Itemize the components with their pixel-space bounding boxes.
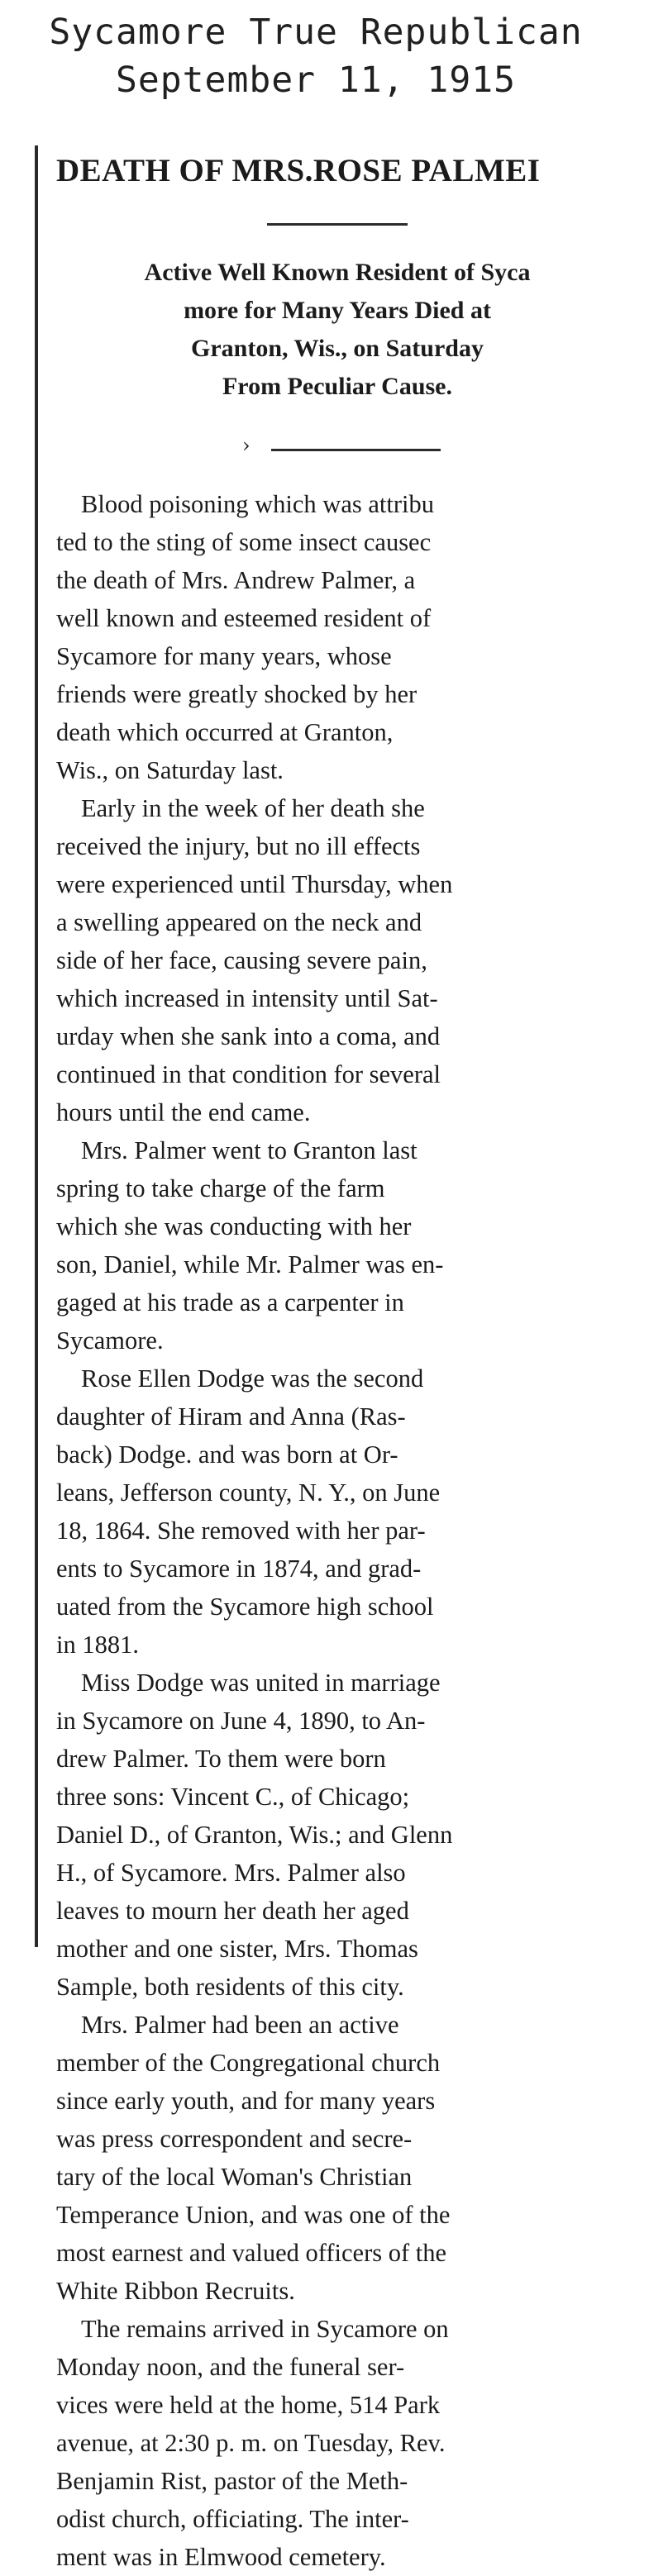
- text-line: Rose Ellen Dodge was the second: [81, 1364, 424, 1393]
- subhead-line: more for Many Years Died at: [184, 297, 491, 324]
- ornament-mark: ›: [242, 434, 250, 457]
- text-line: spring to take charge of the farm: [56, 1174, 385, 1202]
- text-line: was press correspondent and secre-: [56, 2125, 413, 2153]
- text-line: continued in that condition for several: [56, 1060, 441, 1088]
- article-column: [56, 140, 668, 2576]
- subhead-line: Active Well Known Resident of Syca: [144, 259, 531, 286]
- subhead-line: Granton, Wis., on Saturday: [191, 335, 484, 362]
- article-paragraph: [56, 1664, 668, 2006]
- article-clipping: [35, 140, 632, 2571]
- text-line: Blood poisoning which was attribu: [81, 490, 434, 518]
- text-line: in 1881.: [56, 1631, 139, 1659]
- text-line: Monday noon, and the funeral ser-: [56, 2353, 405, 2381]
- text-line: friends were greatly shocked by her: [56, 680, 418, 708]
- text-line: mother and one sister, Mrs. Thomas: [56, 1935, 418, 1963]
- text-line: Wis., on Saturday last.: [56, 756, 284, 784]
- text-line: gaged at his trade as a carpenter in: [56, 1288, 404, 1317]
- article-headline: DEATH OF MRS.ROSE PALMEI: [56, 153, 541, 188]
- article-paragraph: [56, 2006, 668, 2310]
- masthead: [0, 0, 632, 104]
- text-line: since early youth, and for many years: [56, 2087, 436, 2115]
- article-paragraph: [56, 1359, 668, 1664]
- section-divider: [242, 434, 441, 457]
- subhead-line: From Peculiar Cause.: [222, 373, 452, 400]
- article-body: [56, 485, 668, 2576]
- text-line: leans, Jefferson county, N. Y., on June: [56, 1478, 441, 1507]
- article-paragraph: [56, 1131, 668, 1359]
- text-line: son, Daniel, while Mr. Palmer was en-: [56, 1250, 444, 1278]
- text-line: received the injury, but no ill effects: [56, 832, 421, 860]
- text-line: Sample, both residents of this city.: [56, 1973, 404, 2001]
- text-line: back) Dodge. and was born at Or-: [56, 1440, 398, 1469]
- text-line: Daniel D., of Granton, Wis.; and Glenn: [56, 1821, 453, 1849]
- text-line: Sycamore for many years, whose: [56, 642, 392, 670]
- text-line: 18, 1864. She removed with her par-: [56, 1517, 426, 1545]
- text-line: death which occurred at Granton,: [56, 718, 394, 746]
- text-line: most earnest and valued officers of the: [56, 2239, 447, 2267]
- article-paragraph: [56, 789, 668, 1131]
- text-line: Mrs. Palmer went to Granton last: [81, 1136, 418, 1164]
- text-line: vices were held at the home, 514 Park: [56, 2391, 441, 2419]
- text-line: three sons: Vincent C., of Chicago;: [56, 1783, 410, 1811]
- column-rule: [35, 145, 38, 1947]
- text-line: White Ribbon Recruits.: [56, 2277, 295, 2305]
- text-line: urday when she sank into a coma, and: [56, 1022, 441, 1050]
- text-line: Temperance Union, and was one of the: [56, 2201, 451, 2229]
- text-line: odist church, officiating. The inter-: [56, 2505, 409, 2533]
- text-line: in Sycamore on June 4, 1890, to An-: [56, 1707, 426, 1735]
- text-line: which she was conducting with her: [56, 1212, 412, 1240]
- text-line: Benjamin Rist, pastor of the Meth-: [56, 2467, 408, 2495]
- text-line: avenue, at 2:30 p. m. on Tuesday, Rev.: [56, 2429, 446, 2457]
- newspaper-name: Sycamore True Republican: [49, 12, 583, 53]
- text-line: ents to Sycamore in 1874, and grad-: [56, 1555, 422, 1583]
- text-line: the death of Mrs. Andrew Palmer, a: [56, 566, 416, 594]
- text-line: a swelling appeared on the neck and: [56, 908, 422, 936]
- text-line: well known and esteemed resident of: [56, 604, 432, 632]
- text-line: leaves to mourn her death her aged: [56, 1897, 409, 1925]
- article-paragraph: [56, 2310, 668, 2576]
- text-line: which increased in intensity until Sat-: [56, 984, 438, 1012]
- text-line: ment was in Elmwood cemetery.: [56, 2543, 386, 2571]
- text-line: member of the Congregational church: [56, 2049, 441, 2077]
- text-line: tary of the local Woman's Christian: [56, 2163, 413, 2191]
- text-line: Early in the week of her death she: [81, 794, 425, 822]
- text-line: were experienced until Thursday, when: [56, 870, 453, 898]
- text-line: ted to the sting of some insect causec: [56, 528, 432, 556]
- text-line: H., of Sycamore. Mrs. Palmer also: [56, 1859, 406, 1887]
- text-line: uated from the Sycamore high school: [56, 1593, 434, 1621]
- text-line: Mrs. Palmer had been an active: [81, 2011, 399, 2039]
- text-line: side of her face, causing severe pain,: [56, 946, 427, 974]
- publication-date: September 11, 1915: [116, 60, 516, 101]
- text-line: Miss Dodge was united in marriage: [81, 1669, 441, 1697]
- ornament-line: [271, 449, 441, 451]
- article-subhead: [56, 254, 618, 406]
- text-line: daughter of Hiram and Anna (Ras-: [56, 1402, 406, 1431]
- text-line: drew Palmer. To them were born: [56, 1745, 386, 1773]
- headline-divider: [267, 223, 408, 226]
- text-line: hours until the end came.: [56, 1098, 311, 1126]
- text-line: Sycamore.: [56, 1326, 164, 1355]
- article-paragraph: [56, 485, 668, 789]
- text-line: The remains arrived in Sycamore on: [81, 2315, 449, 2343]
